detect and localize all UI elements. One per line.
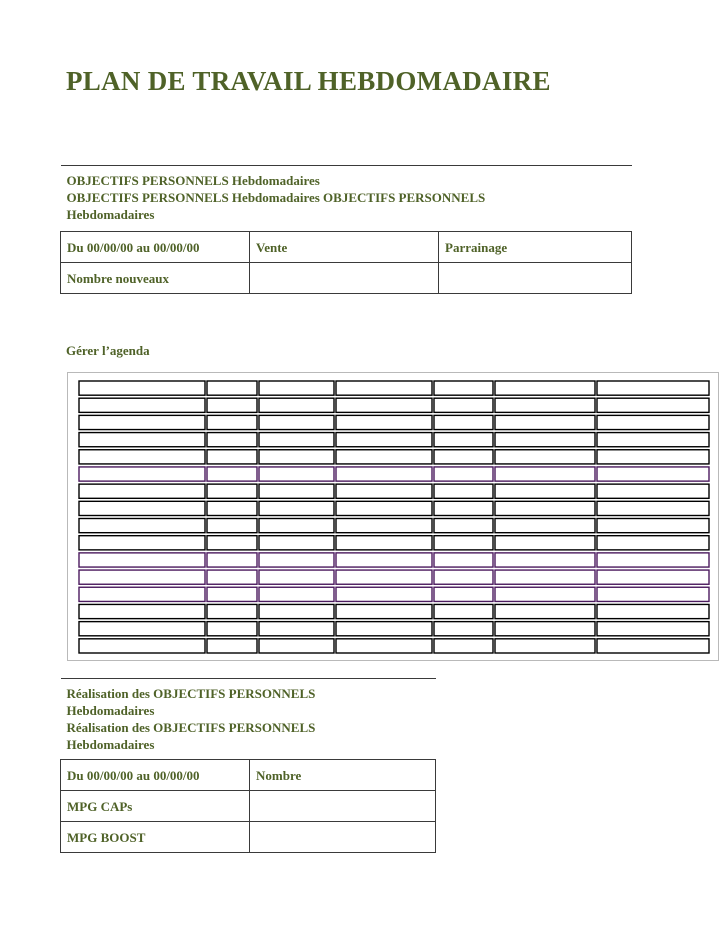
agenda-cell[interactable] bbox=[434, 587, 493, 601]
agenda-cell[interactable] bbox=[495, 553, 595, 567]
agenda-cell[interactable] bbox=[207, 553, 257, 567]
agenda-cell[interactable] bbox=[79, 467, 205, 481]
realisation-cell-empty[interactable] bbox=[250, 822, 436, 853]
agenda-cell[interactable] bbox=[79, 519, 205, 533]
agenda-cell[interactable] bbox=[495, 587, 595, 601]
agenda-cell[interactable] bbox=[597, 519, 709, 533]
agenda-cell[interactable] bbox=[79, 587, 205, 601]
agenda-cell[interactable] bbox=[336, 519, 432, 533]
agenda-cell[interactable] bbox=[336, 381, 432, 395]
agenda-cell[interactable] bbox=[207, 519, 257, 533]
agenda-grid-lines bbox=[78, 380, 710, 655]
agenda-cell[interactable] bbox=[495, 536, 595, 550]
realisation-cell-mpg-boost: MPG BOOST bbox=[61, 822, 250, 853]
objectifs-table bbox=[60, 165, 632, 294]
agenda-cell[interactable] bbox=[597, 570, 709, 584]
agenda-cell[interactable] bbox=[79, 622, 205, 636]
table-row bbox=[61, 822, 436, 853]
realisation-cell-nombre: Nombre bbox=[250, 760, 436, 791]
table-row bbox=[61, 791, 436, 822]
realisation-heading bbox=[61, 679, 436, 760]
agenda-cell[interactable] bbox=[597, 587, 709, 601]
agenda-cell[interactable] bbox=[597, 501, 709, 515]
agenda-cell[interactable] bbox=[495, 398, 595, 412]
agenda-cell[interactable] bbox=[259, 484, 334, 498]
agenda-cell[interactable] bbox=[79, 450, 205, 464]
agenda-cell[interactable] bbox=[336, 433, 432, 447]
agenda-cell[interactable] bbox=[79, 381, 205, 395]
agenda-cell[interactable] bbox=[336, 484, 432, 498]
agenda-cell[interactable] bbox=[597, 639, 709, 653]
agenda-cell[interactable] bbox=[259, 381, 334, 395]
agenda-cell[interactable] bbox=[79, 501, 205, 515]
table-row bbox=[61, 760, 436, 791]
agenda-cell[interactable] bbox=[259, 587, 334, 601]
objectifs-heading bbox=[61, 166, 632, 232]
agenda-cell[interactable] bbox=[336, 639, 432, 653]
agenda-cell[interactable] bbox=[597, 622, 709, 636]
agenda-cell[interactable] bbox=[207, 639, 257, 653]
objectifs-heading-line: OBJECTIFS PERSONNELS Hebdomadaires bbox=[66, 173, 320, 188]
agenda-cell[interactable] bbox=[495, 639, 595, 653]
agenda-cell[interactable] bbox=[597, 398, 709, 412]
realisation-cell-mpg-caps: MPG CAPs bbox=[61, 791, 250, 822]
agenda-cell[interactable] bbox=[434, 381, 493, 395]
table-row bbox=[61, 232, 632, 263]
agenda-cell[interactable] bbox=[79, 433, 205, 447]
agenda-cell[interactable] bbox=[259, 433, 334, 447]
agenda-cell[interactable] bbox=[336, 570, 432, 584]
agenda-cell[interactable] bbox=[434, 398, 493, 412]
agenda-cell[interactable] bbox=[259, 398, 334, 412]
agenda-cell[interactable] bbox=[597, 415, 709, 429]
agenda-cell[interactable] bbox=[259, 570, 334, 584]
agenda-cell[interactable] bbox=[434, 450, 493, 464]
agenda-cell[interactable] bbox=[207, 398, 257, 412]
agenda-cell[interactable] bbox=[79, 570, 205, 584]
agenda-cell[interactable] bbox=[597, 450, 709, 464]
agenda-cell[interactable] bbox=[207, 570, 257, 584]
objectifs-cell-vente: Vente bbox=[250, 232, 439, 263]
agenda-cell[interactable] bbox=[495, 501, 595, 515]
agenda-cell[interactable] bbox=[207, 587, 257, 601]
agenda-cell[interactable] bbox=[597, 433, 709, 447]
agenda-cell[interactable] bbox=[259, 553, 334, 567]
agenda-cell[interactable] bbox=[597, 536, 709, 550]
realisation-heading-line: Réalisation des OBJECTIFS PERSONNELS bbox=[66, 686, 316, 701]
agenda-cell[interactable] bbox=[79, 398, 205, 412]
agenda-cell[interactable] bbox=[79, 415, 205, 429]
agenda-cell[interactable] bbox=[597, 604, 709, 618]
agenda-cell[interactable] bbox=[434, 467, 493, 481]
agenda-label: Gérer l’agenda bbox=[66, 343, 150, 358]
table-row bbox=[61, 263, 632, 294]
agenda-cell[interactable] bbox=[434, 484, 493, 498]
agenda-cell[interactable] bbox=[434, 415, 493, 429]
agenda-cell[interactable] bbox=[79, 604, 205, 618]
objectifs-heading-line: Hebdomadaires bbox=[66, 207, 155, 222]
agenda-cell[interactable] bbox=[259, 501, 334, 515]
agenda-cell[interactable] bbox=[495, 381, 595, 395]
agenda-cell[interactable] bbox=[259, 639, 334, 653]
agenda-cell[interactable] bbox=[434, 570, 493, 584]
objectifs-cell-empty[interactable] bbox=[250, 263, 439, 294]
agenda-cell[interactable] bbox=[434, 553, 493, 567]
agenda-cell[interactable] bbox=[434, 501, 493, 515]
agenda-cell[interactable] bbox=[495, 604, 595, 618]
objectifs-cell-period: Du 00/00/00 au 00/00/00 bbox=[61, 232, 250, 263]
agenda-cell[interactable] bbox=[434, 622, 493, 636]
objectifs-heading-line: OBJECTIFS PERSONNELS Hebdomadaires OBJECTIFS PERSONNELS bbox=[66, 190, 486, 205]
agenda-cell[interactable] bbox=[495, 622, 595, 636]
realisation-heading-line: Hebdomadaires bbox=[66, 703, 155, 718]
agenda-cell[interactable] bbox=[597, 484, 709, 498]
agenda-cell[interactable] bbox=[336, 501, 432, 515]
agenda-cell[interactable] bbox=[597, 553, 709, 567]
agenda-cell[interactable] bbox=[495, 415, 595, 429]
agenda-cell[interactable] bbox=[207, 604, 257, 618]
agenda-cell[interactable] bbox=[597, 467, 709, 481]
page-title: PLAN DE TRAVAIL HEBDOMADAIRE bbox=[66, 66, 551, 96]
realisation-heading-line: Hebdomadaires bbox=[66, 737, 155, 752]
agenda-cell[interactable] bbox=[336, 604, 432, 618]
agenda-cell[interactable] bbox=[207, 450, 257, 464]
agenda-cell[interactable] bbox=[259, 536, 334, 550]
agenda-cell[interactable] bbox=[207, 484, 257, 498]
agenda-cell[interactable] bbox=[259, 604, 334, 618]
agenda-cell[interactable] bbox=[79, 553, 205, 567]
agenda-cell[interactable] bbox=[495, 433, 595, 447]
agenda-cell[interactable] bbox=[495, 519, 595, 533]
agenda-cell[interactable] bbox=[336, 450, 432, 464]
agenda-cell[interactable] bbox=[207, 415, 257, 429]
agenda-cell[interactable] bbox=[434, 433, 493, 447]
agenda-cell[interactable] bbox=[207, 501, 257, 515]
agenda-cell[interactable] bbox=[207, 536, 257, 550]
agenda-cell[interactable] bbox=[207, 622, 257, 636]
agenda-cell[interactable] bbox=[336, 398, 432, 412]
agenda-cell[interactable] bbox=[259, 467, 334, 481]
agenda-cell[interactable] bbox=[79, 639, 205, 653]
agenda-cell[interactable] bbox=[495, 484, 595, 498]
agenda-cell[interactable] bbox=[495, 450, 595, 464]
agenda-cell[interactable] bbox=[336, 467, 432, 481]
objectifs-cell-parrainage: Parrainage bbox=[439, 232, 632, 263]
agenda-cell[interactable] bbox=[434, 604, 493, 618]
agenda-cell[interactable] bbox=[434, 639, 493, 653]
agenda-cell[interactable] bbox=[495, 467, 595, 481]
agenda-cell[interactable] bbox=[495, 570, 595, 584]
agenda-cell[interactable] bbox=[336, 553, 432, 567]
agenda-cell[interactable] bbox=[259, 622, 334, 636]
agenda-cell[interactable] bbox=[434, 536, 493, 550]
agenda-cell[interactable] bbox=[79, 484, 205, 498]
agenda-cell[interactable] bbox=[434, 519, 493, 533]
agenda-cell[interactable] bbox=[336, 587, 432, 601]
objectifs-cell-nombre-nouveaux: Nombre nouveaux bbox=[61, 263, 250, 294]
agenda-cell[interactable] bbox=[259, 450, 334, 464]
realisation-heading-line: Réalisation des OBJECTIFS PERSONNELS bbox=[66, 720, 316, 735]
agenda-cell[interactable] bbox=[597, 381, 709, 395]
agenda-cell[interactable] bbox=[259, 415, 334, 429]
agenda-cell[interactable] bbox=[207, 467, 257, 481]
realisation-cell-period: Du 00/00/00 au 00/00/00 bbox=[61, 760, 250, 791]
realisation-cell-empty[interactable] bbox=[250, 791, 436, 822]
agenda-cell[interactable] bbox=[207, 381, 257, 395]
agenda-cell[interactable] bbox=[259, 519, 334, 533]
agenda-cell[interactable] bbox=[336, 536, 432, 550]
agenda-cell[interactable] bbox=[207, 433, 257, 447]
agenda-cell[interactable] bbox=[336, 622, 432, 636]
objectifs-cell-empty[interactable] bbox=[439, 263, 632, 294]
agenda-cell[interactable] bbox=[336, 415, 432, 429]
agenda-cell[interactable] bbox=[79, 536, 205, 550]
agenda-grid bbox=[78, 380, 710, 655]
realisation-table bbox=[60, 678, 436, 853]
